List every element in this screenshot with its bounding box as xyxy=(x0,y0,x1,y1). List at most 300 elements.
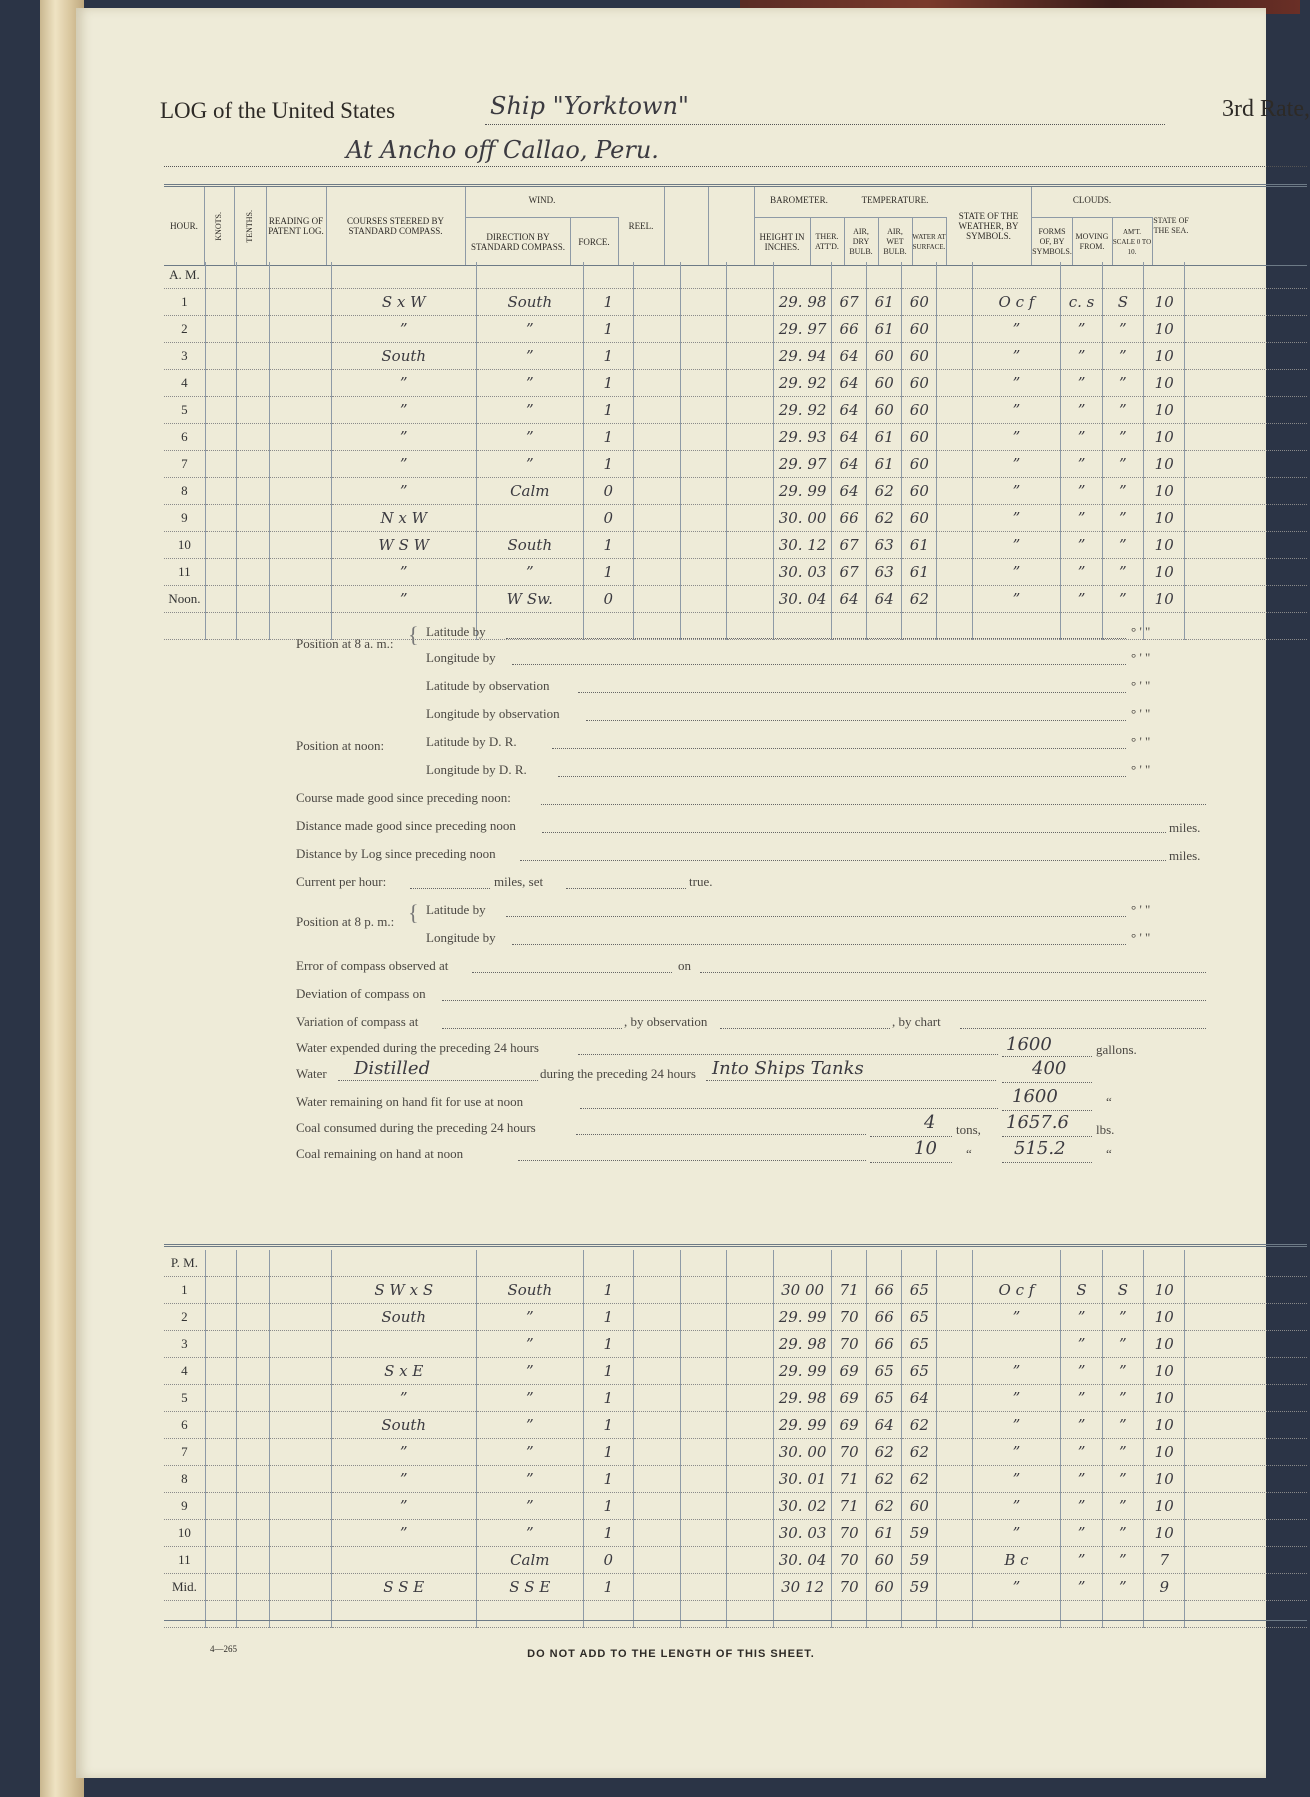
cell-empty xyxy=(236,424,269,451)
cell-empty xyxy=(937,424,972,451)
cell-weather: ” xyxy=(972,586,1061,613)
cell-empty xyxy=(681,1358,726,1385)
cell-dir: ” xyxy=(476,1466,583,1493)
label-true: true. xyxy=(689,874,713,889)
cell-forms: ” xyxy=(1061,370,1102,397)
cell-empty xyxy=(205,1601,236,1628)
cell-empty xyxy=(1185,1466,1307,1493)
cell-moving: ” xyxy=(1102,1412,1143,1439)
cell-empty xyxy=(726,559,774,586)
col-baro-ther: THER. ATT'D. xyxy=(810,217,845,265)
am-label-cell xyxy=(774,262,832,289)
cell-empty xyxy=(205,559,236,586)
cell-moving: ” xyxy=(1102,1331,1143,1358)
cell-dry: 62 xyxy=(867,505,902,532)
cell-wet: 60 xyxy=(902,343,937,370)
cell-dry: 62 xyxy=(867,478,902,505)
cell-moving: ” xyxy=(1102,1520,1143,1547)
cell-forms: ” xyxy=(1061,505,1102,532)
am-label-cell: A. M. xyxy=(164,262,205,289)
table-row xyxy=(164,532,1307,559)
cell-empty xyxy=(726,1304,774,1331)
cell-wet: 60 xyxy=(902,451,937,478)
cell-moving: S xyxy=(1102,289,1143,316)
cell-empty xyxy=(205,1358,236,1385)
cell-empty xyxy=(681,532,726,559)
cell-baro: 29. 99 xyxy=(774,1412,832,1439)
cell-baro: 29. 94 xyxy=(774,343,832,370)
table-row xyxy=(164,1304,1307,1331)
cell-ther: 70 xyxy=(832,1574,867,1601)
cell-empty xyxy=(633,559,681,586)
cell-amt: 10 xyxy=(1144,424,1185,451)
cell-empty xyxy=(269,289,331,316)
col-cloud-moving: MOVING FROM. xyxy=(1072,217,1113,265)
cell-amt: 9 xyxy=(1144,1574,1185,1601)
cell-wet: 62 xyxy=(902,1412,937,1439)
cell-dry: 62 xyxy=(867,1439,902,1466)
cell-course: S x E xyxy=(331,1358,476,1385)
deg-long-obs: ° ' " xyxy=(1131,706,1151,721)
cell-empty xyxy=(205,289,236,316)
cell-ther: 69 xyxy=(832,1412,867,1439)
cell-empty xyxy=(269,1574,331,1601)
cell-empty xyxy=(1185,316,1307,343)
cell-ther: 71 xyxy=(832,1277,867,1304)
water-distilled-value: 400 xyxy=(1032,1058,1067,1079)
dots-long-8am xyxy=(512,664,1126,665)
cell-wet: 62 xyxy=(902,1466,937,1493)
cell-baro: 30. 00 xyxy=(774,1439,832,1466)
am-label-cell xyxy=(205,262,236,289)
cell-moving: ” xyxy=(1102,478,1143,505)
cell-empty xyxy=(1185,478,1307,505)
pm-label-cell xyxy=(1185,1250,1307,1277)
cell-force: 1 xyxy=(584,343,634,370)
pm-label-cell xyxy=(633,1250,681,1277)
cell-empty xyxy=(1185,424,1307,451)
table-row xyxy=(164,1493,1307,1520)
cell-empty xyxy=(269,1358,331,1385)
cell-empty xyxy=(937,1574,972,1601)
cell-empty xyxy=(681,1412,726,1439)
table-row xyxy=(164,1547,1307,1574)
cell-hour: 6 xyxy=(164,1412,205,1439)
cell-amt: 10 xyxy=(1144,1520,1185,1547)
cell-empty xyxy=(205,1574,236,1601)
cell-hour: 4 xyxy=(164,370,205,397)
title-dotted-line xyxy=(485,124,1165,125)
water-type: Distilled xyxy=(354,1058,431,1079)
cell-empty xyxy=(681,1493,726,1520)
cell-empty xyxy=(726,1493,774,1520)
cell-dry: 64 xyxy=(867,1412,902,1439)
cell-forms: S xyxy=(1061,1277,1102,1304)
cell-empty xyxy=(937,343,972,370)
cell-amt: 10 xyxy=(1144,559,1185,586)
cell-dir: ” xyxy=(476,1439,583,1466)
am-label-cell xyxy=(937,262,972,289)
deg-lat-8pm: ° ' " xyxy=(1131,902,1151,917)
cell-hour: 10 xyxy=(164,1520,205,1547)
cell-moving: ” xyxy=(1102,505,1143,532)
cell-forms: ” xyxy=(1061,451,1102,478)
cell-weather: ” xyxy=(972,1304,1061,1331)
cell-wet: 59 xyxy=(902,1574,937,1601)
cell-empty xyxy=(269,343,331,370)
cell-empty xyxy=(902,1601,937,1628)
cell-empty xyxy=(726,289,774,316)
label-distance-log: Distance by Log since preceding noon xyxy=(296,846,496,861)
cell-ther: 66 xyxy=(832,505,867,532)
cell-empty xyxy=(269,424,331,451)
dots-deviation xyxy=(442,1000,1206,1001)
cell-wet: 64 xyxy=(902,1385,937,1412)
cell-empty xyxy=(269,1304,331,1331)
cell-empty xyxy=(205,1412,236,1439)
cell-empty xyxy=(633,586,681,613)
label-water-expended: Water expended during the preceding 24 hours xyxy=(296,1040,539,1055)
cell-hour: 7 xyxy=(164,451,205,478)
am-label-cell xyxy=(1102,262,1143,289)
cell-ther: 64 xyxy=(832,343,867,370)
cell-wet: 60 xyxy=(902,397,937,424)
dots-water-expended xyxy=(578,1054,998,1055)
pm-label-row xyxy=(164,1250,1307,1277)
pm-label-cell xyxy=(972,1250,1061,1277)
unit-miles-2: miles. xyxy=(1169,848,1201,863)
cell-course: ” xyxy=(331,1493,476,1520)
cell-empty xyxy=(633,424,681,451)
cell-forms: ” xyxy=(1061,559,1102,586)
cell-dir: S S E xyxy=(476,1574,583,1601)
cell-empty xyxy=(269,1493,331,1520)
cell-hour: 1 xyxy=(164,1277,205,1304)
cell-empty xyxy=(236,1574,269,1601)
cell-forms: ” xyxy=(1061,424,1102,451)
cell-force: 1 xyxy=(584,451,634,478)
cell-baro: 29. 93 xyxy=(774,424,832,451)
cell-hour: 9 xyxy=(164,1493,205,1520)
label-lat-8am: Latitude by xyxy=(426,624,486,639)
cell-baro: 29. 99 xyxy=(774,1358,832,1385)
dots-error-on xyxy=(700,972,1206,973)
label-long-obs: Longitude by observation xyxy=(426,706,560,721)
deg-lat-8am: ° ' " xyxy=(1131,624,1151,639)
cell-force: 1 xyxy=(584,1304,634,1331)
cell-empty xyxy=(1185,1601,1307,1628)
cell-weather: O c f xyxy=(972,289,1061,316)
col-baro-height: HEIGHT IN INCHES. xyxy=(754,217,811,265)
am-label-cell xyxy=(972,262,1061,289)
cell-dir: ” xyxy=(476,1385,583,1412)
cell-empty xyxy=(726,1277,774,1304)
cell-weather: ” xyxy=(972,424,1061,451)
cell-dir: ” xyxy=(476,1358,583,1385)
pm-label-cell xyxy=(937,1250,972,1277)
cell-empty xyxy=(937,1304,972,1331)
cell-empty xyxy=(633,1439,681,1466)
cell-moving: ” xyxy=(1102,1385,1143,1412)
cell-amt: 10 xyxy=(1144,1439,1185,1466)
cell-dir: ” xyxy=(476,1493,583,1520)
cell-empty xyxy=(633,1358,681,1385)
cell-force: 1 xyxy=(584,289,634,316)
cell-moving: S xyxy=(1102,1277,1143,1304)
dots-lat-obs xyxy=(578,692,1126,693)
cell-forms: c. s xyxy=(1061,289,1102,316)
cell-empty xyxy=(681,478,726,505)
cell-forms: ” xyxy=(1061,586,1102,613)
col-wind-force: FORCE. xyxy=(570,217,619,265)
dots-water-type xyxy=(338,1080,538,1081)
cell-empty xyxy=(633,289,681,316)
cell-forms: ” xyxy=(1061,1412,1102,1439)
cell-dir: South xyxy=(476,1277,583,1304)
log-page xyxy=(76,8,1310,1778)
cell-baro: 30 00 xyxy=(774,1277,832,1304)
table-row xyxy=(164,1358,1307,1385)
location-dotted-line xyxy=(164,166,1307,167)
cell-baro: 29. 98 xyxy=(774,1331,832,1358)
cell-empty xyxy=(633,1412,681,1439)
cell-amt: 10 xyxy=(1144,586,1185,613)
label-lat-obs: Latitude by observation xyxy=(426,678,550,693)
table-row xyxy=(164,370,1307,397)
cell-empty xyxy=(584,1601,634,1628)
cell-empty xyxy=(1102,1601,1143,1628)
cell-empty xyxy=(681,1439,726,1466)
pm-label-cell xyxy=(1061,1250,1102,1277)
cell-amt: 7 xyxy=(1144,1547,1185,1574)
pm-blank-row xyxy=(164,1601,1307,1628)
cell-dry: 60 xyxy=(867,343,902,370)
cell-empty xyxy=(205,1385,236,1412)
coal-remaining-lbs: 515.2 xyxy=(1014,1138,1066,1159)
am-label-cell xyxy=(1061,262,1102,289)
cell-empty xyxy=(681,1466,726,1493)
cell-empty xyxy=(205,1439,236,1466)
cell-course: N x W xyxy=(331,505,476,532)
cell-empty xyxy=(236,1520,269,1547)
pm-label-cell xyxy=(269,1250,331,1277)
am-log-table xyxy=(164,262,1307,640)
cell-empty xyxy=(205,397,236,424)
label-by-chart: , by chart xyxy=(892,1014,941,1029)
cell-dir: Calm xyxy=(476,1547,583,1574)
cell-dir: Calm xyxy=(476,478,583,505)
cell-empty xyxy=(205,1466,236,1493)
cell-empty xyxy=(205,1277,236,1304)
cell-force: 0 xyxy=(584,1547,634,1574)
cell-forms: ” xyxy=(1061,1439,1102,1466)
label-position-noon: Position at noon: xyxy=(296,738,385,753)
pm-label-cell xyxy=(681,1250,726,1277)
am-label-cell xyxy=(476,262,583,289)
cell-empty xyxy=(681,505,726,532)
cell-weather: ” xyxy=(972,1466,1061,1493)
cell-force: 1 xyxy=(584,1412,634,1439)
cell-empty xyxy=(205,370,236,397)
cell-amt: 10 xyxy=(1144,1466,1185,1493)
coal-consumed-lbs: 1657.6 xyxy=(1006,1112,1069,1133)
am-label-cell xyxy=(726,262,774,289)
cell-force: 1 xyxy=(584,1277,634,1304)
cell-empty xyxy=(1061,1601,1102,1628)
col-knots: KNOTS. xyxy=(204,187,235,265)
dots-observation xyxy=(720,1028,890,1029)
cell-hour: 8 xyxy=(164,1466,205,1493)
table-row xyxy=(164,586,1307,613)
dots-coal-consumed xyxy=(576,1134,866,1135)
cell-weather: ” xyxy=(972,532,1061,559)
cell-empty xyxy=(236,478,269,505)
cell-empty xyxy=(633,370,681,397)
cell-dry: 60 xyxy=(867,370,902,397)
cell-empty xyxy=(726,1331,774,1358)
cell-empty xyxy=(937,1277,972,1304)
cell-empty xyxy=(1185,1358,1307,1385)
label-variation: Variation of compass at xyxy=(296,1014,419,1029)
cell-dry: 60 xyxy=(867,1574,902,1601)
cell-dir: South xyxy=(476,532,583,559)
pm-label-cell xyxy=(584,1250,634,1277)
cell-empty xyxy=(205,1331,236,1358)
cell-dry: 65 xyxy=(867,1358,902,1385)
cell-empty xyxy=(236,289,269,316)
cell-empty xyxy=(236,1385,269,1412)
cell-empty xyxy=(236,1439,269,1466)
position-section xyxy=(166,618,1306,1248)
cell-wet: 61 xyxy=(902,532,937,559)
table-row xyxy=(164,505,1307,532)
unit-miles-1: miles. xyxy=(1169,820,1201,835)
cell-empty xyxy=(1185,1412,1307,1439)
cell-amt: 10 xyxy=(1144,1493,1185,1520)
col-reel: REEL. xyxy=(618,187,665,265)
cell-ther: 70 xyxy=(832,1520,867,1547)
cell-force: 1 xyxy=(584,1358,634,1385)
cell-moving: ” xyxy=(1102,424,1143,451)
cell-empty xyxy=(726,505,774,532)
cell-empty xyxy=(726,532,774,559)
cell-moving: ” xyxy=(1102,532,1143,559)
cell-empty xyxy=(633,478,681,505)
cell-weather: ” xyxy=(972,1493,1061,1520)
pm-label-cell xyxy=(205,1250,236,1277)
cell-hour: Noon. xyxy=(164,586,205,613)
am-label-cell xyxy=(867,262,902,289)
cell-force: 1 xyxy=(584,424,634,451)
water-expended-value: 1600 xyxy=(1006,1034,1052,1055)
cell-hour: Mid. xyxy=(164,1574,205,1601)
cell-course: ” xyxy=(331,451,476,478)
cell-weather: ” xyxy=(972,478,1061,505)
cell-empty xyxy=(236,1547,269,1574)
cell-empty xyxy=(205,505,236,532)
coal-remaining-tons: 10 xyxy=(914,1138,937,1159)
deg-long-8am: ° ' " xyxy=(1131,650,1151,665)
cell-force: 1 xyxy=(584,1331,634,1358)
cell-empty xyxy=(726,316,774,343)
cell-force: 0 xyxy=(584,505,634,532)
cell-empty xyxy=(937,1520,972,1547)
cell-baro: 30. 12 xyxy=(774,532,832,559)
cell-empty xyxy=(726,1439,774,1466)
deg-long-8pm: ° ' " xyxy=(1131,930,1151,945)
cell-empty xyxy=(205,343,236,370)
am-label-cell xyxy=(236,262,269,289)
cell-dry: 61 xyxy=(867,289,902,316)
cell-forms: ” xyxy=(1061,1493,1102,1520)
ship-name: Ship "Yorktown" xyxy=(490,92,689,120)
cell-moving: ” xyxy=(1102,370,1143,397)
cell-baro: 30. 04 xyxy=(774,1547,832,1574)
cell-course: ” xyxy=(331,370,476,397)
cell-dry: 61 xyxy=(867,451,902,478)
cell-empty xyxy=(236,1304,269,1331)
label-water-remaining: Water remaining on hand fit for use at noon xyxy=(296,1094,524,1109)
pm-label-cell xyxy=(331,1250,476,1277)
cell-empty xyxy=(1185,1385,1307,1412)
cell-empty xyxy=(205,1520,236,1547)
cell-force: 1 xyxy=(584,397,634,424)
cell-course: S W x S xyxy=(331,1277,476,1304)
cell-course: S x W xyxy=(331,289,476,316)
cell-dir: ” xyxy=(476,1331,583,1358)
cell-dry: 63 xyxy=(867,559,902,586)
cell-empty xyxy=(1185,1547,1307,1574)
cell-amt: 10 xyxy=(1144,397,1185,424)
cell-dir: ” xyxy=(476,1412,583,1439)
label-deviation: Deviation of compass on xyxy=(296,986,426,1001)
cell-empty xyxy=(1185,586,1307,613)
label-position-8pm: Position at 8 p. m.: xyxy=(296,914,395,929)
cell-forms: ” xyxy=(1061,478,1102,505)
cell-empty xyxy=(937,1547,972,1574)
cell-ther: 67 xyxy=(832,532,867,559)
table-row xyxy=(164,451,1307,478)
am-label-cell xyxy=(1185,262,1307,289)
cell-force: 1 xyxy=(584,316,634,343)
col-clouds: CLOUDS. xyxy=(1072,195,1112,205)
cell-empty xyxy=(1185,1331,1307,1358)
cell-empty xyxy=(832,1601,867,1628)
cell-empty xyxy=(269,505,331,532)
table-row xyxy=(164,1385,1307,1412)
cell-amt: 10 xyxy=(1144,1331,1185,1358)
cell-course: South xyxy=(331,1304,476,1331)
table-header xyxy=(164,184,1307,266)
cell-hour: 2 xyxy=(164,1304,205,1331)
cell-hour: 2 xyxy=(164,316,205,343)
cell-amt: 10 xyxy=(1144,505,1185,532)
cell-wet: 60 xyxy=(902,505,937,532)
cell-empty xyxy=(726,370,774,397)
cell-forms: ” xyxy=(1061,1574,1102,1601)
cell-empty xyxy=(205,1493,236,1520)
cell-force: 1 xyxy=(584,1520,634,1547)
cell-ther: 64 xyxy=(832,478,867,505)
cell-ther: 70 xyxy=(832,1547,867,1574)
col-hour: HOUR. xyxy=(164,187,205,265)
cell-force: 1 xyxy=(584,1385,634,1412)
cell-hour: 5 xyxy=(164,397,205,424)
brace-8am: { xyxy=(408,622,419,647)
deg-lat-obs: ° ' " xyxy=(1131,678,1151,693)
cell-empty xyxy=(937,289,972,316)
cell-empty xyxy=(726,1412,774,1439)
